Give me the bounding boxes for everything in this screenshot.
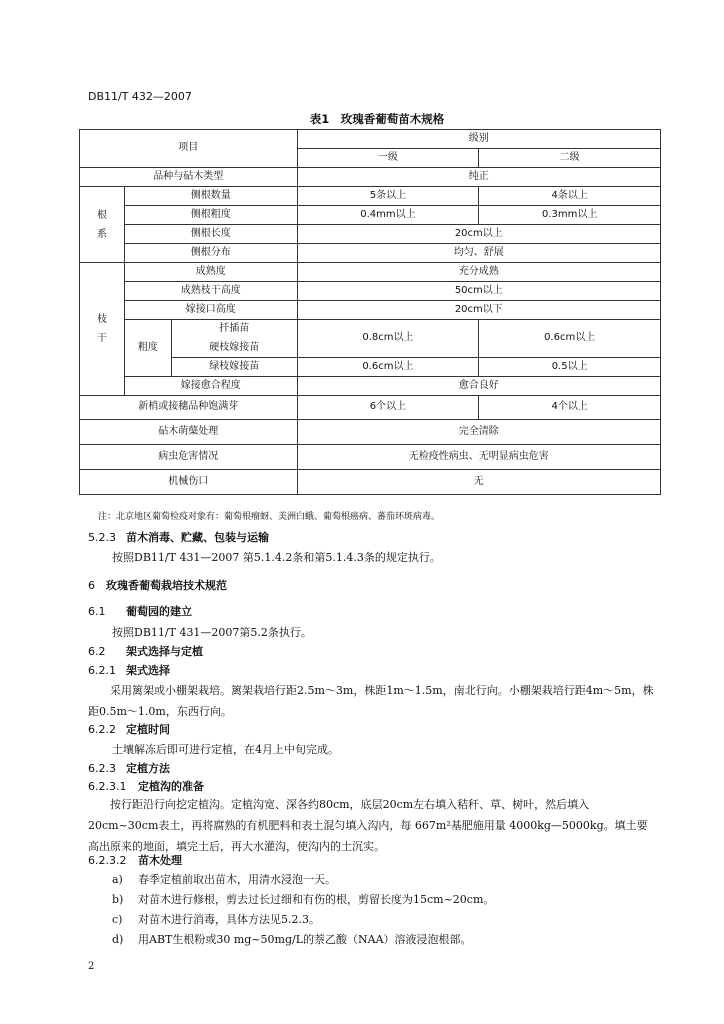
cell-lat-len-val: 20cm以上 (297, 225, 660, 244)
header-item: 项目 (80, 130, 298, 168)
group-root: 根 系 (80, 187, 125, 263)
cell-bud-label: 新梢或接穗品种饱满芽 (80, 396, 298, 420)
cell-bud-1: 6个以上 (297, 396, 479, 420)
cell-graft-h-val: 20cm以下 (297, 301, 660, 320)
header-grade: 级别 (297, 130, 660, 149)
cell-sprout-val: 完全清除 (297, 420, 660, 445)
heading-6-1: 6.1 葡萄园的建立 (88, 605, 192, 618)
para-6-1: 按照DB11/T 431—2007第5.2条执行。 (112, 626, 312, 639)
cell-cutting-label: 扦插苗 (171, 320, 297, 339)
header-grade1: 一级 (297, 149, 479, 168)
cell-lat-len-label: 侧根长度 (124, 225, 297, 244)
para-5-2-3: 按照DB11/T 431—2007 第5.1.4.2条和第5.1.4.3条的规定执行。 (112, 551, 441, 564)
cell-pest-val: 无检疫性病虫、无明显病虫危害 (297, 445, 660, 470)
cell-mature-val: 充分成熟 (297, 263, 660, 282)
cell-heal-label: 嫁接愈合程度 (124, 377, 297, 396)
cell-variety-label: 品种与砧木类型 (80, 168, 298, 187)
group-stem: 枝 干 (80, 263, 125, 396)
cell-cutting-2: 0.6cm以上 (479, 320, 661, 358)
cell-pest-label: 病虫危害情况 (80, 445, 298, 470)
heading-6-2-3: 6.2.3 定植方法 (88, 762, 170, 775)
cell-hardwood-label: 硬枝嫁接苗 (171, 339, 297, 358)
cell-lat-dist-label: 侧根分布 (124, 244, 297, 263)
cell-lat-count-1: 5条以上 (297, 187, 479, 206)
heading-6-2-1: 6.2.1 架式选择 (88, 664, 170, 677)
group-thickness: 粗度 (124, 320, 171, 377)
list-item: a) 春季定植前取出苗木，用清水浸泡一天。 (112, 873, 336, 886)
heading-6: 6 玫瑰香葡萄栽培技术规范 (88, 579, 227, 592)
cell-greenwood-2: 0.5以上 (479, 358, 661, 377)
cell-variety-val: 纯正 (297, 168, 660, 187)
para-6-2-2: 土壤解冻后即可进行定植，在4月上中旬完成。 (112, 743, 339, 756)
para-6-2-3-1: 按行距沿行向挖定植沟。定植沟宽、深各约80cm，底层20cm左右填入秸秆、草、树叶，然后填入20cm~30cm表土，再将腐熟的有机肥料和表土混匀填入沟内，每 667m²基肥施用量 4000kg—5000kg。填土要高出原来的地面，填完土后，再大水灌沟，使沟内的土沉实。 (88, 798, 648, 853)
cell-damage-val: 无 (297, 470, 660, 495)
cell-sprout-label: 砧木萌蘖处理 (80, 420, 298, 445)
cell-mature-label: 成熟度 (124, 263, 297, 282)
cell-greenwood-label: 绿枝嫁接苗 (171, 358, 297, 377)
seedling-spec-table (79, 129, 661, 495)
para-6-2-1: 采用篱架或小棚架栽培。篱架栽培行距2.5m～3m，株距1m～1.5m，南北行向。小棚架栽培行距4m～5m，株距0.5m～1.0m，东西行向。 (88, 684, 654, 718)
cell-mature-h-val: 50cm以上 (297, 282, 660, 301)
page-number: 2 (88, 961, 95, 972)
cell-lat-thick-label: 侧根粗度 (124, 206, 297, 225)
cell-heal-val: 愈合良好 (297, 377, 660, 396)
cell-lat-thick-1: 0.4mm以上 (297, 206, 479, 225)
cell-lat-thick-2: 0.3mm以上 (479, 206, 661, 225)
list-item: c) 对苗木进行消毒，具体方法见5.2.3。 (112, 913, 320, 926)
cell-lat-count-2: 4条以上 (479, 187, 661, 206)
cell-lat-count-label: 侧根数量 (124, 187, 297, 206)
cell-greenwood-1: 0.6cm以上 (297, 358, 479, 377)
cell-cutting-1: 0.8cm以上 (297, 320, 479, 358)
cell-damage-label: 机械伤口 (80, 470, 298, 495)
document-id: DB11/T 432—2007 (88, 90, 192, 103)
cell-lat-dist-val: 均匀、舒展 (297, 244, 660, 263)
list-item: d) 用ABT生根粉或30 mg~50mg/L的萘乙酸（NAA）溶液浸泡根部。 (112, 933, 472, 946)
cell-graft-h-label: 嫁接口高度 (124, 301, 297, 320)
table-caption: 表1 玫瑰香葡萄苗木规格 (309, 112, 445, 126)
heading-6-2-3-2: 6.2.3.2 苗木处理 (88, 854, 182, 867)
header-grade2: 二级 (479, 149, 661, 168)
list-item: b) 对苗木进行修根，剪去过长过细和有伤的根，剪留长度为15cm~20cm。 (112, 893, 495, 906)
cell-mature-h-label: 成熟枝干高度 (124, 282, 297, 301)
table-note: 注：北京地区葡萄检疫对象有：葡萄根瘤蚜、美洲白蛾、葡萄根癌病、蕃茄环斑病毒。 (98, 512, 441, 522)
heading-6-2-2: 6.2.2 定植时间 (88, 723, 170, 736)
heading-5-2-3: 5.2.3 苗木消毒、贮藏、包装与运输 (88, 531, 269, 544)
heading-6-2: 6.2 架式选择与定植 (88, 645, 203, 658)
cell-bud-2: 4个以上 (479, 396, 661, 420)
heading-6-2-3-1: 6.2.3.1 定植沟的准备 (88, 780, 204, 793)
